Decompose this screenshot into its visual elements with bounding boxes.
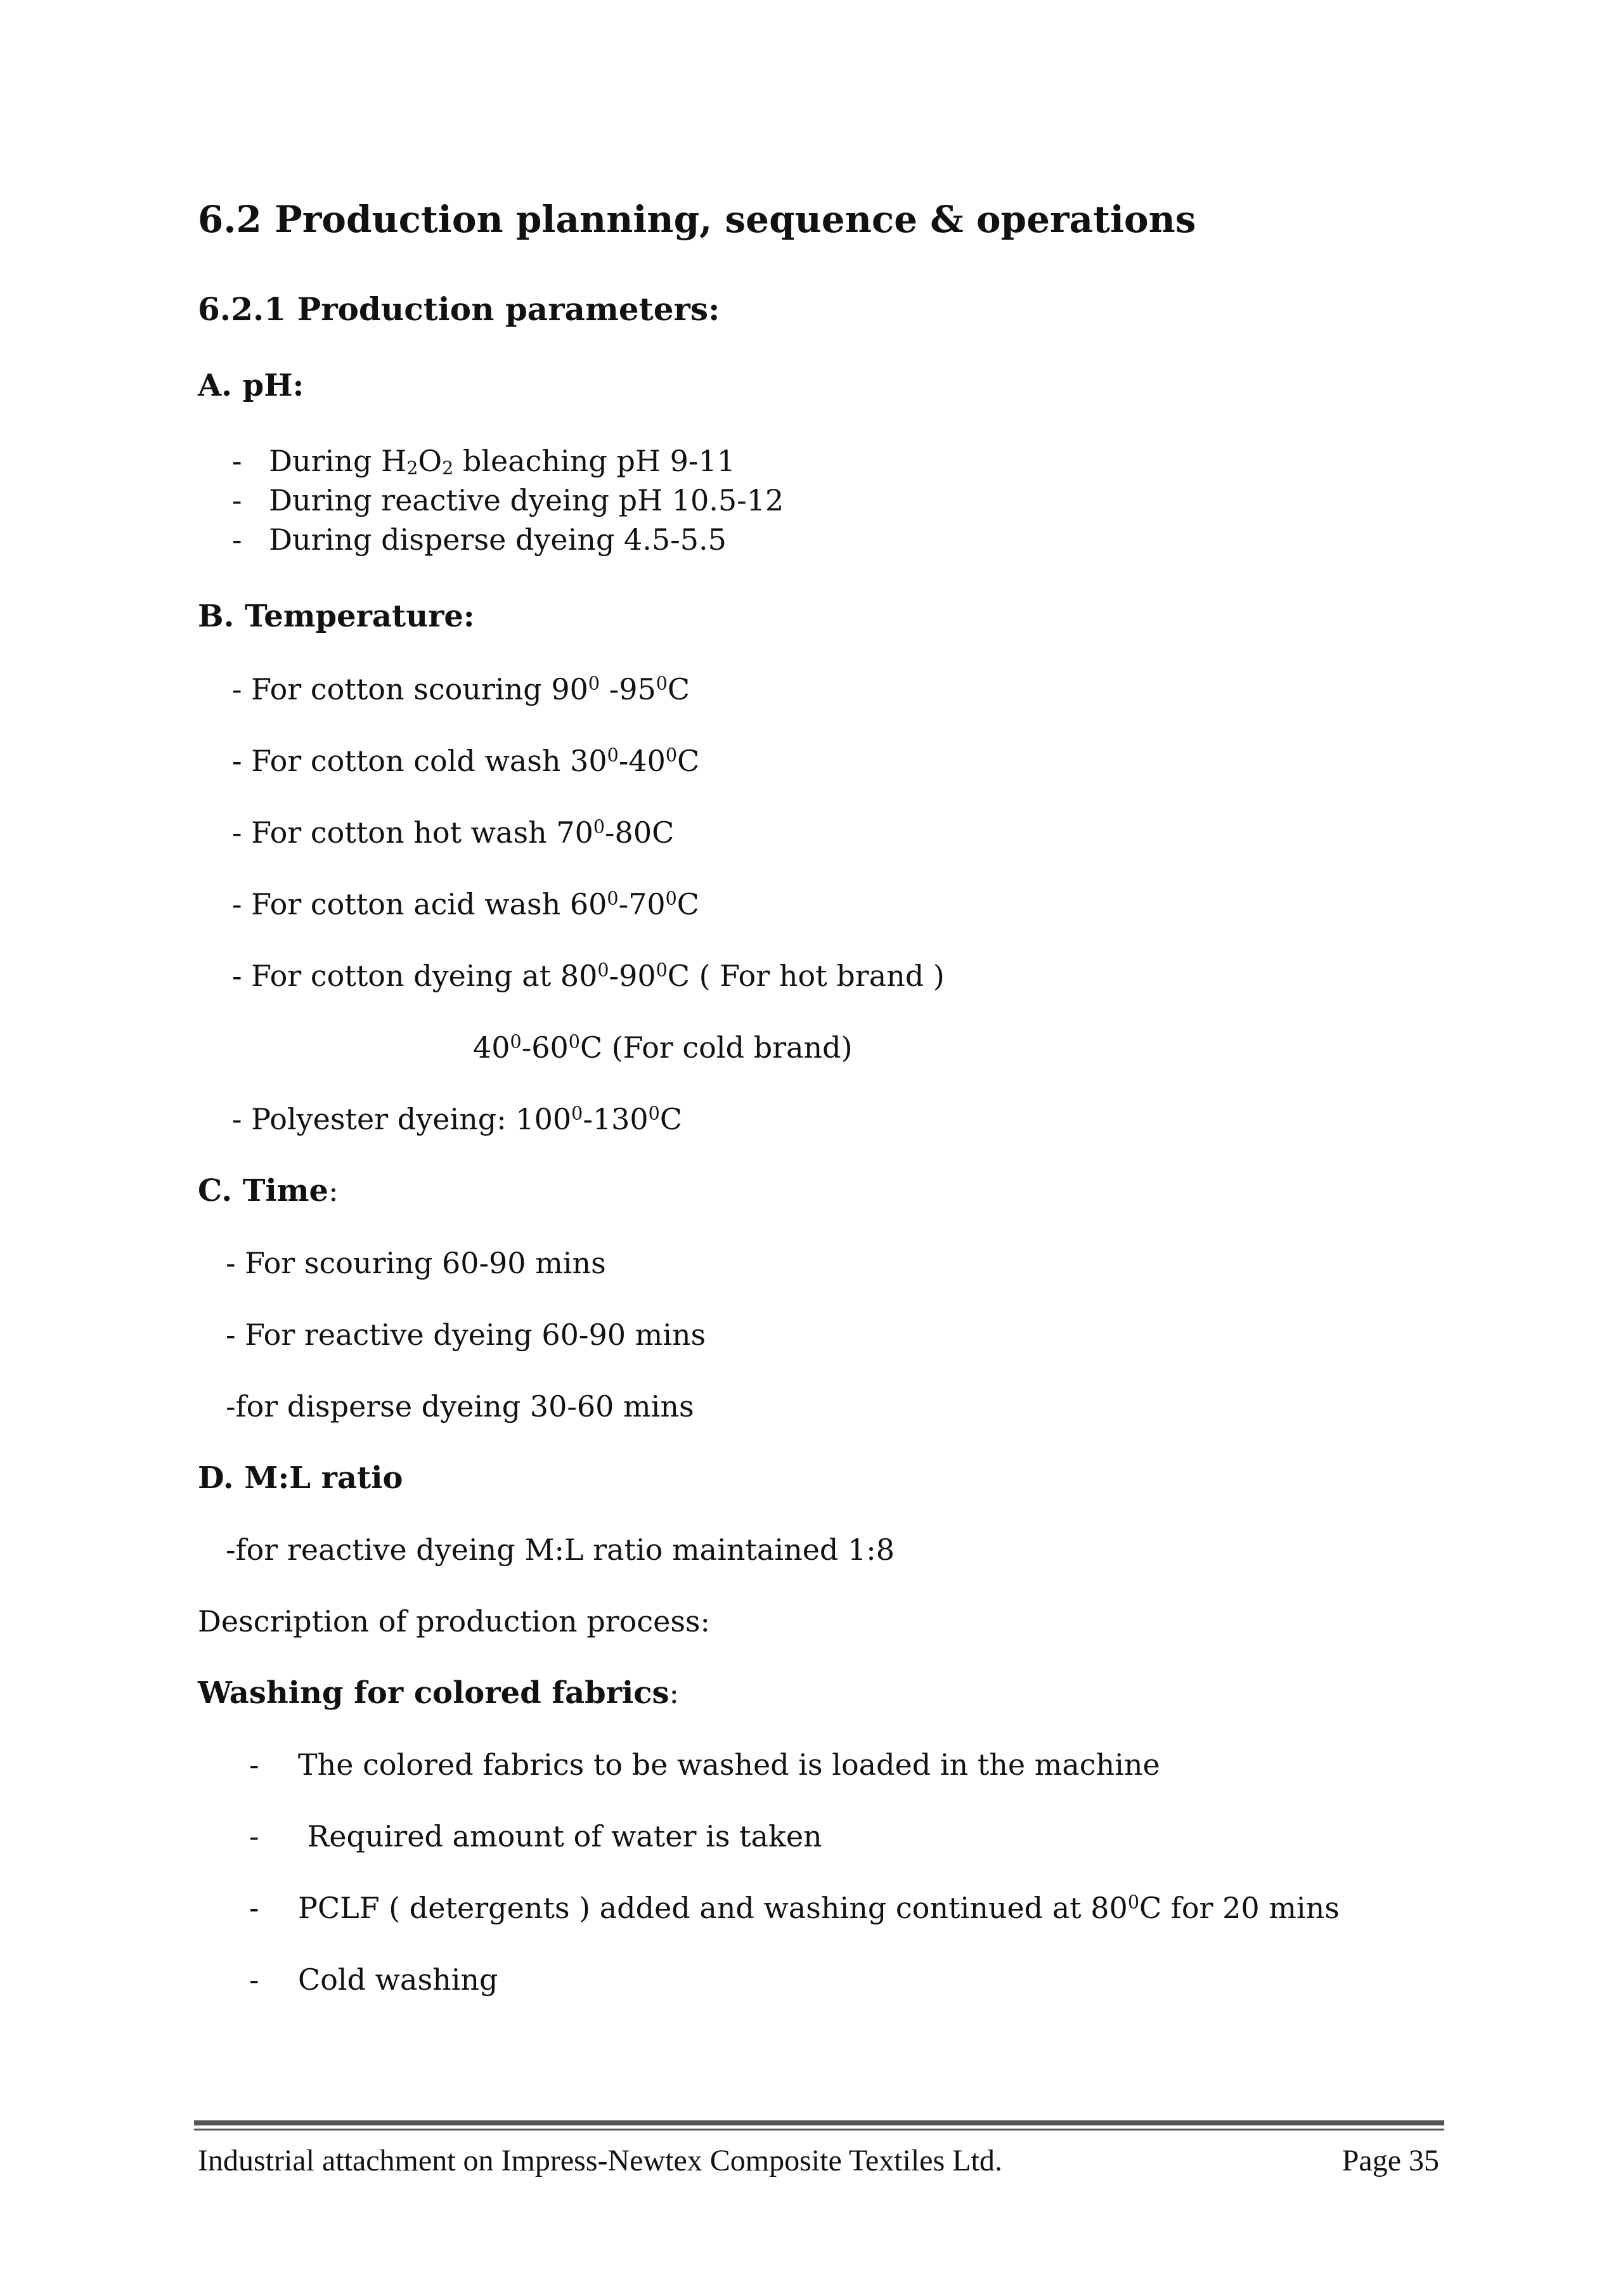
subsection-heading: 6.2.1 Production parameters: — [198, 290, 720, 328]
temperature-item: - For cotton hot wash $70^0-80C$ — [232, 815, 675, 850]
ph-item-1: - During $H_2O_2$ bleaching pH 9-11 — [232, 444, 735, 479]
washing-item: Cold washing — [298, 1962, 498, 1997]
temperature-item: - Polyester dyeing: $100^0-130^0C$ — [232, 1102, 683, 1136]
washing-item: Required amount of water is taken — [298, 1819, 822, 1853]
time-item: - For reactive dyeing 60-90 mins — [226, 1318, 706, 1352]
footer-rule-thin — [194, 2129, 1444, 2131]
page-number: Page 35 — [1342, 2144, 1439, 2177]
dash-marker: - — [232, 483, 242, 517]
time-heading: C. Time: — [198, 1173, 339, 1209]
time-item: - For scouring 60-90 mins — [226, 1246, 606, 1280]
ml-ratio-item: -for reactive dyeing M:L ratio maintained 1:8 — [226, 1533, 895, 1567]
ph-item-2: - During reactive dyeing pH 10.5-12 — [232, 483, 784, 517]
temperature-item: - For cotton dyeing at $80^0-90^0C$ ( For hot brand ) — [232, 959, 945, 993]
dash-marker: - — [249, 1962, 259, 1997]
dash-marker: - — [249, 1891, 259, 1925]
dash-marker: - — [232, 444, 242, 478]
dash-marker: - — [249, 1748, 259, 1782]
temperature-item: - For cotton acid wash $60^0-70^0C$ — [232, 887, 699, 921]
description-text: Description of production process: — [198, 1604, 711, 1638]
ph-item-3: - During disperse dyeing 4.5-5.5 — [232, 522, 727, 557]
ph-heading: A. pH: — [198, 368, 304, 403]
time-item: -for disperse dyeing 30-60 mins — [226, 1389, 694, 1424]
footer-text: Industrial attachment on Impress-Newtex Composite Textiles Ltd. — [198, 2144, 1002, 2177]
washing-item: The colored fabrics to be washed is loaded in the machine — [298, 1748, 1160, 1782]
ml-ratio-heading: D. M:L ratio — [198, 1460, 403, 1496]
temperature-item: - For cotton scouring $90^0$ $-95^0C$ — [232, 672, 690, 706]
washing-heading: Washing for colored fabrics: — [198, 1675, 680, 1711]
dash-marker: - — [232, 522, 242, 557]
dash-marker: - — [249, 1819, 259, 1853]
temperature-heading: B. Temperature: — [198, 599, 475, 634]
washing-item: PCLF ( detergents ) added and washing continued at $80^0C$ for 20 mins — [298, 1891, 1340, 1925]
footer-rule-thick — [194, 2120, 1444, 2125]
section-heading: 6.2 Production planning, sequence & operations — [198, 198, 1196, 241]
temperature-item: - For cotton cold wash $30^0-40^0C$ — [232, 744, 700, 778]
temperature-item: $40^0-60^0C$ (For cold brand) — [473, 1030, 853, 1065]
